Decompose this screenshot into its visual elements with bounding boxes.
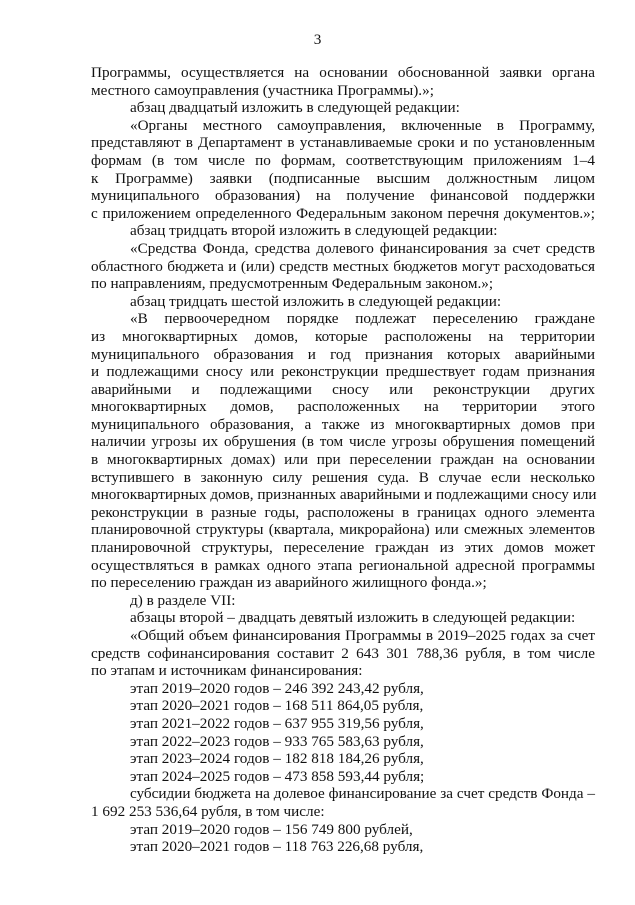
text-line: этап 2023–2024 годов – 182 818 184,26 рубля, <box>130 750 424 768</box>
page-number: 3 <box>313 31 322 48</box>
text-line: представляют в Департамент в устанавливаемые сроки и по установленным <box>91 134 595 152</box>
text-line: осуществляться в рамках одного этапа региональной адресной программы <box>91 556 595 574</box>
text-line: «Средства Фонда, средства долевого финансирования за счет средств <box>130 239 595 257</box>
text-line: планировочной структуры (квартала, микрорайона) или смежных элементов <box>91 521 595 539</box>
text-line: многоквартирных домов, расположенных на территории этого <box>91 398 595 416</box>
text-line: д) в разделе VII: <box>130 591 236 609</box>
text-line: этап 2019–2020 годов – 156 749 800 рублей, <box>130 820 413 838</box>
text-line: средств софинансирования составит 2 643 301 788,36 рубля, в том числе <box>91 644 595 662</box>
text-line: муниципального образования, а также из многоквартирных домов при <box>91 415 595 433</box>
text-line: этап 2022–2023 годов – 933 765 583,63 рубля, <box>130 732 424 750</box>
text-line: планировочной структуры, переселение граждан из этих домов может <box>91 539 595 557</box>
text-line: «В первоочередном порядке подлежат переселению граждане <box>130 310 595 328</box>
text-line: этап 2019–2020 годов – 246 392 243,42 рубля, <box>130 679 424 697</box>
text-line: «Общий объем финансирования Программы в 2019–2025 годах за счет <box>130 627 595 644</box>
text-line: абзац двадцатый изложить в следующей редакции: <box>130 99 460 117</box>
text-line: многоквартирных домов, признанных аварийными и подлежащими сносу или <box>91 486 597 504</box>
text-line: абзац тридцать шестой изложить в следующей редакции: <box>130 292 502 310</box>
text-line: муниципального образования) на получение финансовой поддержки <box>91 187 595 205</box>
text-line: 1 692 253 536,64 рубля, в том числе: <box>91 802 325 820</box>
text-line: по направлениям, предусмотренным Федеральным законом.»; <box>91 275 494 293</box>
document-body <box>91 64 595 856</box>
text-line: абзац тридцать второй изложить в следующей редакции: <box>130 222 498 240</box>
text-line: формам (в том числе по формам, соответствующим приложениям 1–4 <box>91 151 595 169</box>
text-line: муниципального образования и год признания которых аварийными <box>91 345 595 363</box>
text-line: этап 2020–2021 годов – 118 763 226,68 рубля, <box>130 838 424 856</box>
text-line: наличии угрозы их обрушения (в том числе угрозы обрушения помещений <box>91 433 595 451</box>
text-line: с приложением определенного Федеральным законом перечня документов.»; <box>91 204 595 222</box>
text-line: «Органы местного самоуправления, включенные в Программу, <box>130 116 595 134</box>
text-line: к Программе) заявки (подписанные высшим должностным лицом <box>91 169 595 187</box>
text-line: местного самоуправления (участника Программы).»; <box>91 81 434 99</box>
text-line: областного бюджета и (или) средств местных бюджетов могут расходоваться <box>91 257 595 275</box>
text-line: по переселению граждан из аварийного жилищного фонда.»; <box>91 574 487 592</box>
text-line: Программы, осуществляется на основании обоснованной заявки органа <box>91 64 595 81</box>
text-line: по этапам и источникам финансирования: <box>91 662 363 680</box>
text-line: субсидии бюджета на долевое финансирование за счет средств Фонда – <box>130 785 595 803</box>
text-line: и подлежащими сносу или реконструкции предшествует годам признания <box>91 363 595 381</box>
text-line: из многоквартирных домов, которые расположены на территории <box>91 327 595 345</box>
text-line: этап 2024–2025 годов – 473 858 593,44 рубля; <box>130 767 425 785</box>
text-line: абзацы второй – двадцать девятый изложить в следующей редакции: <box>130 609 576 627</box>
text-line: этап 2020–2021 годов – 168 511 864,05 рубля, <box>130 697 424 715</box>
text-line: в многоквартирных домах) или при переселении граждан на основании <box>91 451 595 469</box>
text-line: аварийными и подлежащими сносу или реконструкции других <box>91 380 595 398</box>
text-line: этап 2021–2022 годов – 637 955 319,56 рубля, <box>130 714 424 732</box>
text-line: реконструкции в разные годы, расположены в границах одного элемента <box>91 503 595 521</box>
text-line: вступившего в законную силу решения суда. В случае если несколько <box>91 468 595 486</box>
